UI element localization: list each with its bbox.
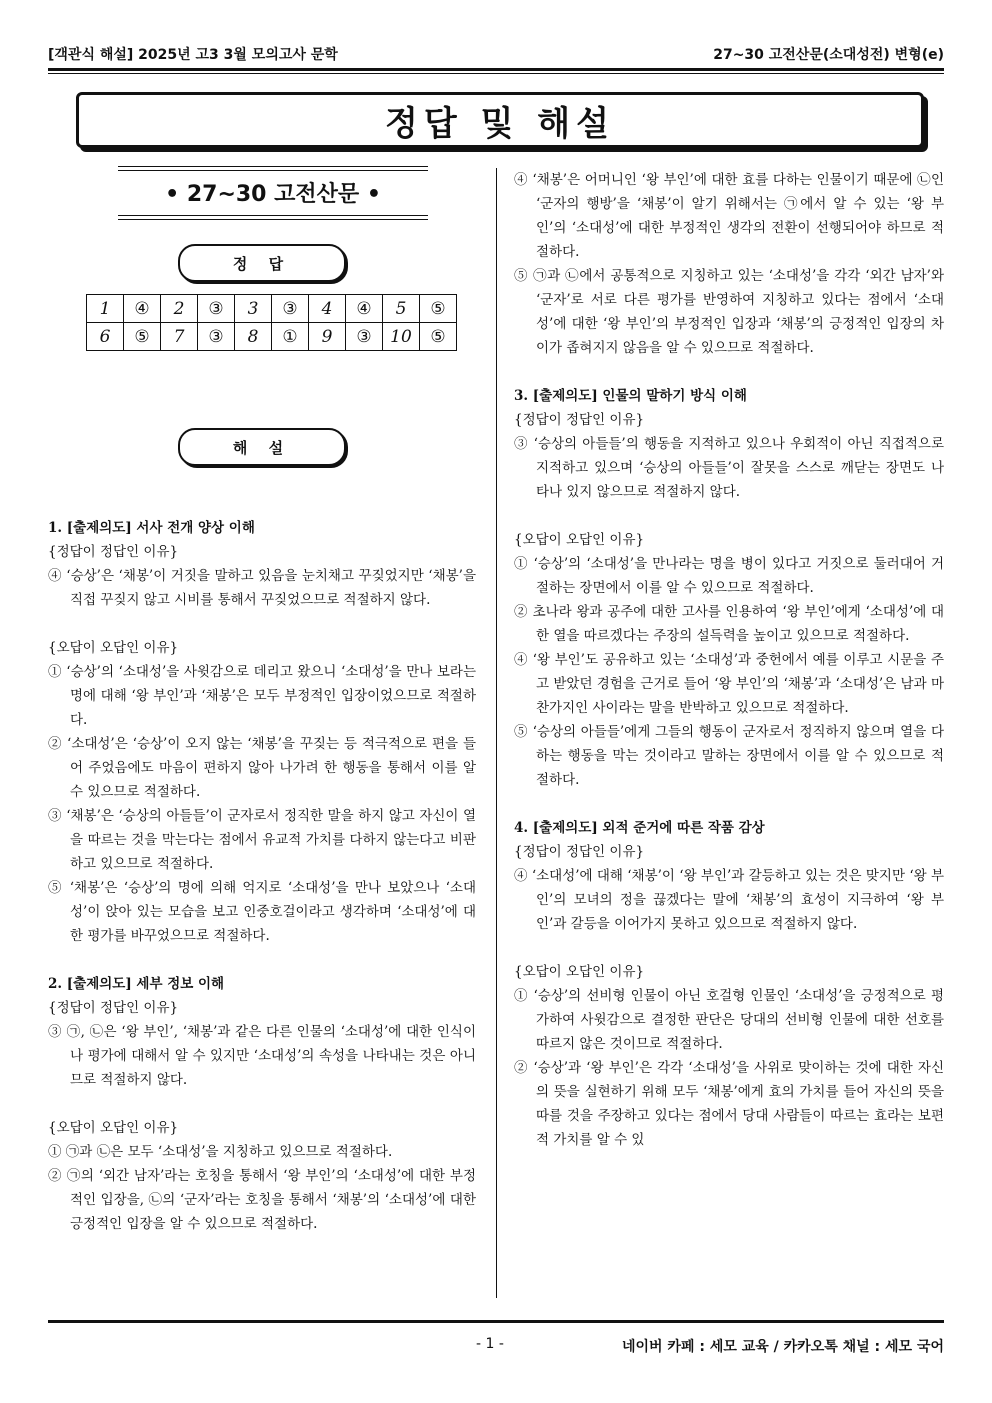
question-number: 10 <box>383 323 420 351</box>
explanation-item: ④ ‘소대성’에 대해 ‘채봉’이 ‘왕 부인’과 갈등하고 있는 것은 맞지만 ‘왕 부인’의 모녀의 정을 끊겠다는 말에 ‘채봉’의 효성이 지극하여 ‘왕 부인’과 갈등을 이어가지 못하고 있으므로 적절하지 않다. <box>514 868 944 932</box>
explanation-item: ④ ‘승상’은 ‘채봉’이 거짓을 말하고 있음을 눈치채고 꾸짖었지만 ‘채봉’을 직접 꾸짖지 않고 시비를 통해서 꾸짖었으므로 적절하지 않다. <box>48 568 476 608</box>
answer-value: ① <box>272 323 309 351</box>
header-right: 27~30 고전산문(소대성전) 변형(e) <box>713 47 944 63</box>
spacer <box>48 1092 476 1116</box>
subsection-label: {오답이 오답인 이유} <box>514 964 645 980</box>
section-title: 1. [출제의도] 서사 전개 양상 이해 <box>48 520 255 536</box>
answer-value: ④ <box>124 295 161 323</box>
subsection-label: {정답이 정답인 이유} <box>514 844 645 860</box>
subsection-label: {정답이 정답인 이유} <box>514 412 645 428</box>
answer-table <box>86 294 457 351</box>
page-title: 정답 및 해설 <box>76 92 924 148</box>
explanation-item: ① ‘승상’의 ‘소대성’을 만나라는 명을 병이 있다고 거짓으로 둘러대어 거절하는 장면에서 이를 알 수 있으므로 적절하다. <box>514 556 944 596</box>
spacer <box>514 792 944 816</box>
explanation-item: ③ ‘승상의 아들들’의 행동을 지적하고 있으나 우회적이 아닌 직접적으로 지적하고 있으며 ‘승상의 아들들’이 잘못을 스스로 깨닫는 장면도 나타나 있지 않으므로 적절하지 않다. <box>514 436 944 500</box>
answer-value: ③ <box>346 323 383 351</box>
subsection-label: {오답이 오답인 이유} <box>48 1120 179 1136</box>
explanation-item: ② ‘소대성’은 ‘승상’이 오지 않는 ‘채봉’을 꾸짖는 등 적극적으로 편을 들어 주었음에도 마음이 편하지 않아 나가려 한 행동을 통해서 이를 알 수 있으므로 적절하다. <box>48 736 476 800</box>
spacer <box>514 504 944 528</box>
question-number: 5 <box>383 295 420 323</box>
explanation-item: ⑤ ㉠과 ㉡에서 공통적으로 지칭하고 있는 ‘소대성’을 각각 ‘외간 남자’와 ‘군자’로 서로 다른 평가를 반영하여 지칭하고 있다는 점에서 ‘소대성’에 대한 ‘왕 부인’의 부정적인 입장과 ‘채봉’의 긍정적인 입장의 차이가 좁혀지지 않음을 알 수 있으므로 적절하다. <box>514 268 944 356</box>
explanation-item: ④ ‘왕 부인’도 공유하고 있는 ‘소대성’과 중헌에서 예를 이루고 시문을 주고 받았던 경험을 근거로 들어 ‘왕 부인’의 ‘채봉’과 ‘소대성’은 남과 마찬가지인 사이라는 말을 반박하고 있으므로 적절하다. <box>514 652 944 716</box>
footer-rule <box>48 1320 944 1323</box>
question-number: 7 <box>161 323 198 351</box>
answer-value: ⑤ <box>420 323 457 351</box>
question-number: 6 <box>87 323 124 351</box>
page-number: - 1 - <box>476 1336 504 1352</box>
explanation-item: ③ ㉠, ㉡은 ‘왕 부인’, ‘채봉’과 같은 다른 인물의 ‘소대성’에 대한 인식이나 평가에 대해서 알 수 있지만 ‘소대성’의 속성을 나타내는 것은 아니므로 적절하지 않다. <box>48 1024 476 1088</box>
section-title: 4. [출제의도] 외적 준거에 따른 작품 감상 <box>514 820 765 836</box>
explanation-item: ③ ‘채봉’은 ‘승상의 아들들’이 군자로서 정직한 말을 하지 않고 자신이 열을 따르는 것을 막는다는 점에서 유교적 가치를 다하지 않는다고 비판하고 있으므로 적절하다. <box>48 808 476 872</box>
spacer <box>514 360 944 384</box>
question-number: 2 <box>161 295 198 323</box>
left-column <box>48 516 476 1236</box>
answer-value: ③ <box>198 295 235 323</box>
explanation-item: ⑤ ‘승상의 아들들’에게 그들의 행동이 군자로서 정직하지 않으며 열을 다하는 행동을 막는 것이라고 말하는 장면에서 이를 알 수 있으므로 적절하다. <box>514 724 944 788</box>
question-number: 8 <box>235 323 272 351</box>
explanation-item: ④ ‘채봉’은 어머니인 ‘왕 부인’에 대한 효를 다하는 인물이기 때문에 ㉡인 ‘군자의 행방’을 ‘채봉’이 알기 위해서는 ㉠에서 알 수 있는 ‘왕 부인’의 ‘소대성’에 대한 부정적인 생각의 전환이 선행되어야 하므로 적절하다. <box>514 172 944 260</box>
explanation-item: ① ‘승상’의 선비형 인물이 아닌 호걸형 인물인 ‘소대성’을 긍정적으로 평가하여 사윗감으로 결정한 판단은 당대의 선비형 인물에 대한 선호를 따르지 않은 것이므로 적절하다. <box>514 988 944 1052</box>
answer-value: ③ <box>272 295 309 323</box>
subsection-label: {정답이 정답인 이유} <box>48 1000 179 1016</box>
question-number: 3 <box>235 295 272 323</box>
answer-value: ⑤ <box>124 323 161 351</box>
answer-value: ④ <box>346 295 383 323</box>
spacer <box>514 936 944 960</box>
explanation-item: ② ‘승상’과 ‘왕 부인’은 각각 ‘소대성’을 사위로 맞이하는 것에 대한 자신의 뜻을 실현하기 위해 모두 ‘채봉’에게 효의 가치를 들어 자신의 뜻을 따를 것을 주장하고 있다는 점에서 당대 사람들이 따르는 효라는 보편적 가치를 알 수 있 <box>514 1060 944 1148</box>
subsection-label: {오답이 오답인 이유} <box>514 532 645 548</box>
explanation-label: 해 설 <box>178 428 346 466</box>
footer-credit: 네이버 카페 : 세모 교육 / 카카오톡 채널 : 세모 국어 <box>621 1339 944 1355</box>
answer-value: ⑤ <box>420 295 457 323</box>
answer-row <box>87 295 457 323</box>
topic-banner: • 27~30 고전산문 • <box>118 170 428 216</box>
question-number: 9 <box>309 323 346 351</box>
subsection-label: {오답이 오답인 이유} <box>48 640 179 656</box>
explanation-item: ② ㉠의 ‘외간 남자’라는 호칭을 통해서 ‘왕 부인’의 ‘소대성’에 대한 부정적인 입장을, ㉡의 ‘군자’라는 호칭을 통해서 ‘채봉’의 ‘소대성’에 대한 긍정적인 입장을 알 수 있으므로 적절하다. <box>48 1168 476 1232</box>
header-rule <box>48 68 944 71</box>
right-column <box>514 168 944 1152</box>
subsection-label: {정답이 정답인 이유} <box>48 544 179 560</box>
answer-value: ③ <box>198 323 235 351</box>
question-number: 4 <box>309 295 346 323</box>
header-left: [객관식 해설] 2025년 고3 3월 모의고사 문학 <box>48 47 338 63</box>
column-divider <box>496 168 497 1298</box>
spacer <box>48 948 476 972</box>
answer-row <box>87 323 457 351</box>
question-number: 1 <box>87 295 124 323</box>
header-rule-thin <box>48 73 944 74</box>
explanation-item: ② 초나라 왕과 공주에 대한 고사를 인용하여 ‘왕 부인’에게 ‘소대성’에 대한 열을 따르겠다는 주장의 설득력을 높이고 있으므로 적절하다. <box>514 604 944 644</box>
section-title: 3. [출제의도] 인물의 말하기 방식 이해 <box>514 388 747 404</box>
explanation-item: ① ㉠과 ㉡은 모두 ‘소대성’을 지칭하고 있으므로 적절하다. <box>48 1144 393 1160</box>
explanation-item: ⑤ ‘채봉’은 ‘승상’의 명에 의해 억지로 ‘소대성’을 만나 보았으나 ‘소대성’이 앉아 있는 모습을 보고 인중호걸이라고 생각하며 ‘소대성’에 대한 평가를 바꾸었으므로 적절하다. <box>48 880 476 944</box>
section-title: 2. [출제의도] 세부 정보 이해 <box>48 976 225 992</box>
spacer <box>48 612 476 636</box>
explanation-item: ① ‘승상’의 ‘소대성’을 사윗감으로 데리고 왔으니 ‘소대성’을 만나 보라는 명에 대해 ‘왕 부인’과 ‘채봉’은 모두 부정적인 입장이었으므로 적절하다. <box>48 664 476 728</box>
answer-label: 정 답 <box>178 244 346 282</box>
